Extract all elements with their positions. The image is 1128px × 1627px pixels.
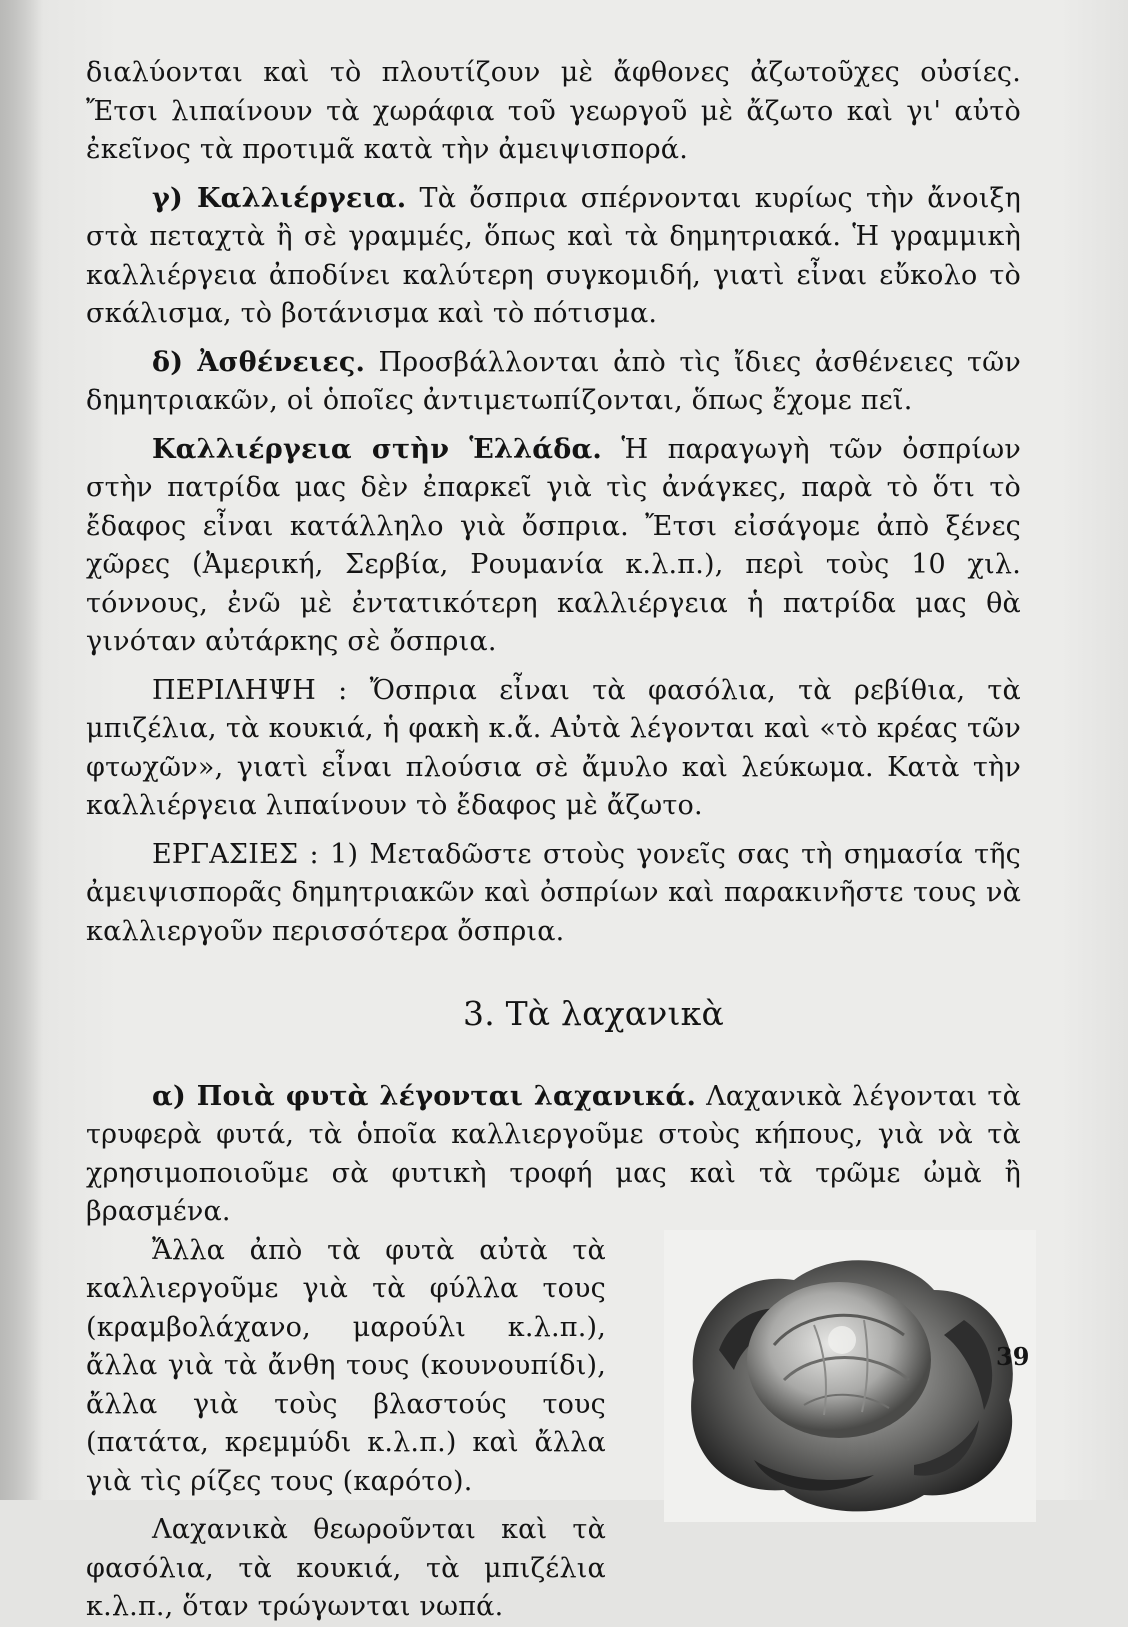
page-content: [86, 54, 1021, 1627]
paragraph-diseases: [86, 344, 1021, 421]
paragraph-text: Λαχανικὰ λέγονται τὰ τρυφερὰ φυτά, τὰ ὁποῖα καλλιεργοῦμε στοὺς κήπους, γιὰ νὰ τὰ χρησιμοποιοῦμε σὰ φυτικὴ τροφή μας καὶ τὰ τρῶμε ὠμὰ ἢ βρασμένα.: [86, 1080, 1022, 1227]
paragraph-text: Τὰ ὄσπρια σπέρνονται κυρίως τὴν ἄνοιξη στὰ πεταχτὰ ἢ σὲ γραμμές, ὅπως καὶ τὰ δημητριακά. Ἡ γραμμικὴ καλλιέργεια ἀποδίνει καλύτερη συγκομιδή, γιατὶ εἶναι εὔκολο τὸ σκάλισμα, τὸ βοτάνισμα καὶ τὸ πότισμα.: [86, 182, 1021, 329]
paragraph-text: διαλύονται καὶ τὸ πλουτίζουν μὲ ἄφθονες ἀζωτοῦχες οὐσίες. Ἔτσι λιπαίνουν τὰ χωράφια τοῦ γεωργοῦ μὲ ἄζωτο καὶ γι' αὐτὸ ἐκεῖνος τὰ προτιμᾶ κατὰ τὴν ἀμειψισπορά.: [86, 57, 1021, 165]
text-with-image: [86, 1232, 1021, 1627]
page-gutter-shadow: [0, 0, 44, 1500]
paragraph-lead: Καλλιέργεια στὴν Ἑλλάδα.: [152, 433, 603, 465]
paragraph-lead: δ) Ἀσθένειες.: [152, 346, 366, 378]
paragraph-cultivation: [86, 180, 1021, 334]
paragraph-lead: γ) Καλλιέργεια.: [152, 182, 407, 214]
paragraph-continuation: [86, 54, 1021, 170]
paragraph-summary: [86, 672, 1021, 826]
paragraph-legumes-fresh: Λαχανικὰ θεωροῦνται καὶ τὰ φασόλια, τὰ κουκιά, τὰ μπιζέλια κ.λ.π., ὅταν τρώγωνται νωπά.: [86, 1514, 606, 1622]
section-title: 3. Τὰ λαχανικὰ: [463, 994, 724, 1033]
cabbage-photo: [664, 1230, 1036, 1522]
paragraph-text: Προσβάλλονται ἀπὸ τὶς ἴδιες ἀσθένειες τῶν δημητριακῶν, οἱ ὁποῖες ἀντιμετωπίζονται, ὅπως ἔχομε πεῖ.: [86, 346, 1022, 416]
paragraph-vegetable-parts: Ἄλλα ἀπὸ τὰ φυτὰ αὐτὰ τὰ καλλιεργοῦμε γιὰ τὰ φύλλα τους (κραμβολάχανο, μαρούλι κ.λ.π.), ἄλλα γιὰ τὰ ἄνθη τους (κουνουπίδι), ἄλλα γιὰ τοὺς βλαστούς τους (πατάτα, κρεμμύδι κ.λ.π.) καὶ ἄλλα γιὰ τὶς ρίζες τους (καρότο).: [86, 1234, 606, 1497]
page-number: 39: [996, 1342, 1030, 1371]
float-text-column: [86, 1232, 606, 1627]
paragraph-lead: α) Ποιὰ φυτὰ λέγονται λαχανικά.: [152, 1080, 697, 1112]
paragraph-exercises: [86, 836, 1021, 952]
cabbage-illustration: [664, 1230, 1036, 1522]
paragraph-text: ΠΕΡΙΛΗΨΗ : Ὄσπρια εἶναι τὰ φασόλια, τὰ ρεβίθια, τὰ μπιζέλια, τὰ κουκιά, ἡ φακὴ κ.ἄ. Αὐτὰ λέγονται καὶ «τὸ κρέας τῶν φτωχῶν», γιατὶ εἶναι πλούσια σὲ ἄμυλο καὶ λεύκωμα. Κατὰ τὴν καλλιέργεια λιπαίνουν τὸ ἔδαφος μὲ ἄζωτο.: [86, 674, 1021, 821]
paragraph-text: ΕΡΓΑΣΙΕΣ : 1) Μεταδῶστε στοὺς γονεῖς σας τὴ σημασία τῆς ἀμειψισπορᾶς δημητριακῶν καὶ ὀσπρίων καὶ παρακινῆστε τους νὰ καλλιεργοῦν περισσότερα ὄσπρια.: [86, 838, 1021, 947]
paragraph-text: Ἡ παραγωγὴ τῶν ὀσπρίων στὴν πατρίδα μας δὲν ἐπαρκεῖ γιὰ τὶς ἀνάγκες, παρὰ τὸ ὅτι τὸ ἔδαφος εἶναι κατάλληλο γιὰ ὄσπρια. Ἔτσι εἰσάγομε ἀπὸ ξένες χῶρες (Ἀμερική, Σερβία, Ρουμανία κ.λ.π.), περὶ τοὺς 10 χιλ. τόννους, ἐνῶ μὲ ἐντατικότερη καλλιέργεια ἡ πατρίδα μας θὰ γινόταν αὐτάρκης σὲ ὄσπρια.: [86, 433, 1021, 657]
paragraph-vegetables-intro: [86, 1078, 1021, 1232]
paragraph-greece: [86, 431, 1021, 662]
